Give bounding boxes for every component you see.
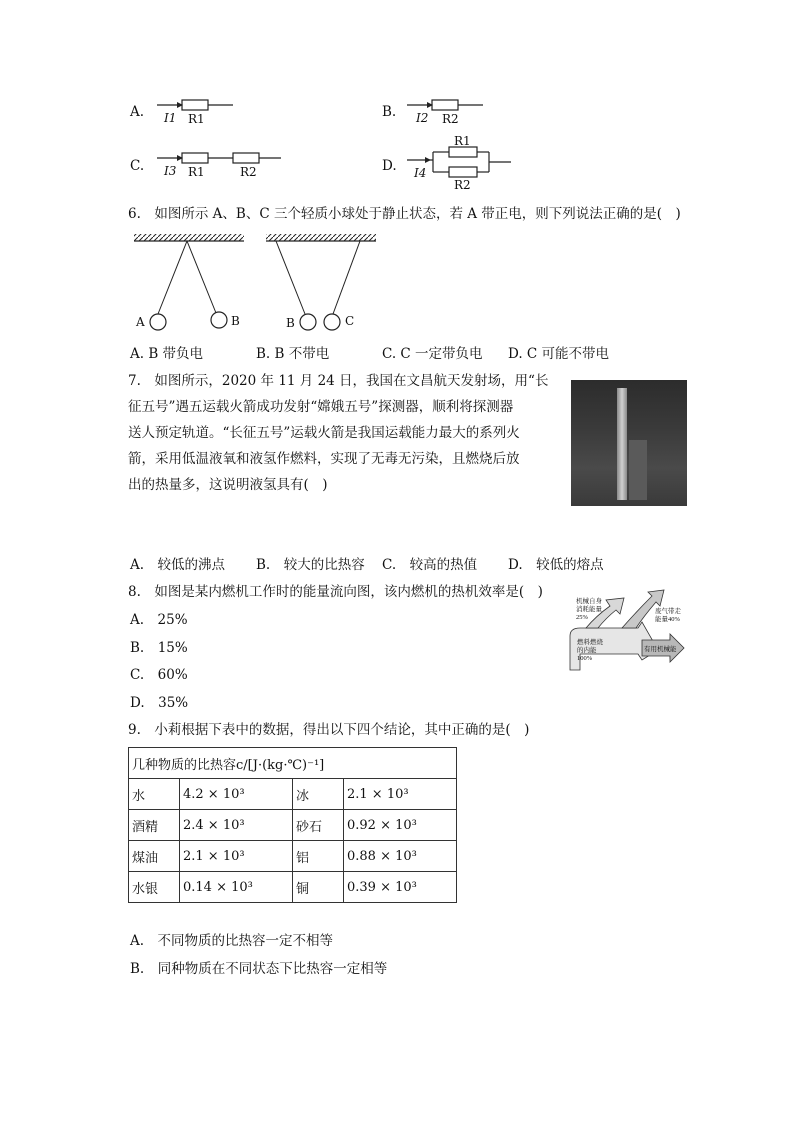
q5-option-letter: A. <box>130 104 145 120</box>
energy-flow-diagram <box>566 588 692 672</box>
ball-b <box>211 312 227 328</box>
fuel-label-3: 100% <box>577 655 593 662</box>
substance-cell: 砂石 <box>293 810 344 841</box>
q6-stem: 6. 如图所示 A、B、C 三个轻质小球处于静止状态，若 A 带正电，则下列说法正确的是( ) <box>128 206 681 222</box>
table-row <box>129 841 457 872</box>
q7-option-b[interactable]: B. 较大的比热容 <box>256 557 365 573</box>
q5-option-letter: C. <box>130 158 145 174</box>
fuel-label-1: 燃料燃烧 <box>577 639 603 646</box>
q5-resistor-label: R1 <box>188 165 205 179</box>
q7-stem-line-5: 出的热量多，这说明液氢具有( ) <box>128 477 328 493</box>
value-cell: 0.14 × 10³ <box>180 872 293 903</box>
q7-stem-line-3: 送人预定轨道。“长征五号”运载火箭是我国运载能力最大的系列火 <box>128 425 520 441</box>
q5-current-label: I3 <box>164 164 177 178</box>
substance-cell: 铜 <box>293 872 344 903</box>
q8-option-c[interactable]: C. 60% <box>130 667 188 683</box>
q9-option-a[interactable]: A. 不同物质的比热容一定不相等 <box>130 933 334 949</box>
q6-option-a[interactable]: A. B 带负电 <box>130 346 204 362</box>
ball-b2 <box>300 314 316 330</box>
substance-cell: 煤油 <box>129 841 180 872</box>
friction-label-3: 25% <box>576 614 588 621</box>
q6-option-d[interactable]: D. C 可能不带电 <box>508 346 610 362</box>
q7-stem-line-2: 征五号”遇五运载火箭成功发射“嫦娥五号”探测器，顺利将探测器 <box>128 399 514 415</box>
rocket-shape <box>617 388 627 500</box>
ceiling-right <box>266 234 376 241</box>
substance-cell: 酒精 <box>129 810 180 841</box>
value-cell: 2.1 × 10³ <box>180 841 293 872</box>
exhaust-label-2: 能量40% <box>655 616 680 623</box>
fuel-label-2: 的内能 <box>577 647 597 654</box>
value-cell: 0.88 × 10³ <box>344 841 457 872</box>
value-cell: 2.1 × 10³ <box>344 779 457 810</box>
q6-option-c[interactable]: C. C 一定带负电 <box>382 346 483 362</box>
q7-option-d[interactable]: D. 较低的熔点 <box>508 557 604 573</box>
q7-option-c[interactable]: C. 较高的热值 <box>382 557 478 573</box>
substance-cell: 冰 <box>293 779 344 810</box>
value-cell: 0.39 × 10³ <box>344 872 457 903</box>
table-header: 几种物质的比热容c/[J·(kg·℃)⁻¹] <box>129 748 457 779</box>
value-cell: 0.92 × 10³ <box>344 810 457 841</box>
ball-label: B <box>286 316 295 330</box>
value-cell: 2.4 × 10³ <box>180 810 293 841</box>
q5-resistor-label: R1 <box>454 134 471 148</box>
q8-option-d[interactable]: D. 35% <box>130 695 189 711</box>
q5-resistor-label: R2 <box>240 165 257 179</box>
ball-label: B <box>231 314 240 328</box>
q8-option-b[interactable]: B. 15% <box>130 640 188 656</box>
ceiling-left <box>134 234 244 241</box>
q9-option-b[interactable]: B. 同种物质在不同状态下比热容一定相等 <box>130 961 388 977</box>
q5-resistor-label: R1 <box>188 112 205 126</box>
q7-option-a[interactable]: A. 较低的沸点 <box>130 557 226 573</box>
q5-resistor-label: R2 <box>454 178 471 192</box>
friction-label-2: 消耗能量 <box>576 606 602 613</box>
q7-stem-line-4: 箭，采用低温液氧和液氢作燃料，实现了无毒无污染，且燃烧后放 <box>128 451 520 467</box>
q6-option-b[interactable]: B. B 不带电 <box>256 346 330 362</box>
q8-stem: 8. 如图是某内燃机工作时的能量流向图，该内燃机的热机效率是( ) <box>128 584 543 600</box>
q7-stem-line-1: 7. 如图所示，2020 年 11 月 24 日，我国在文昌航天发射场，用“长 <box>128 373 549 389</box>
exhaust-label-1: 废气带走 <box>655 608 681 615</box>
q5-resistor-label: R2 <box>442 112 459 126</box>
substance-cell: 水银 <box>129 872 180 903</box>
ball-label: A <box>136 315 145 329</box>
substance-cell: 铝 <box>293 841 344 872</box>
ball-c <box>324 314 340 330</box>
q9-stem: 9. 小莉根据下表中的数据，得出以下四个结论，其中正确的是( ) <box>128 722 530 738</box>
substance-cell: 水 <box>129 779 180 810</box>
value-cell: 4.2 × 10³ <box>180 779 293 810</box>
ball-a <box>150 314 166 330</box>
table-row <box>129 810 457 841</box>
useful-label: 有用机械能 <box>644 646 677 653</box>
launch-tower-shape <box>629 440 647 500</box>
q5-current-label: I1 <box>164 111 177 125</box>
q5-option-letter: B. <box>382 104 397 120</box>
ball-label: C <box>345 314 355 328</box>
q5-option-letter: D. <box>382 158 397 174</box>
rocket-launch-photo <box>571 380 687 506</box>
q5-current-label: I4 <box>414 166 427 180</box>
table-header-row <box>129 748 457 779</box>
table-row <box>129 872 457 903</box>
table-row <box>129 779 457 810</box>
q8-option-a[interactable]: A. 25% <box>130 612 188 628</box>
specific-heat-table <box>128 747 457 903</box>
friction-label-1: 机械自身 <box>576 598 602 605</box>
q5-current-label: I2 <box>416 111 429 125</box>
